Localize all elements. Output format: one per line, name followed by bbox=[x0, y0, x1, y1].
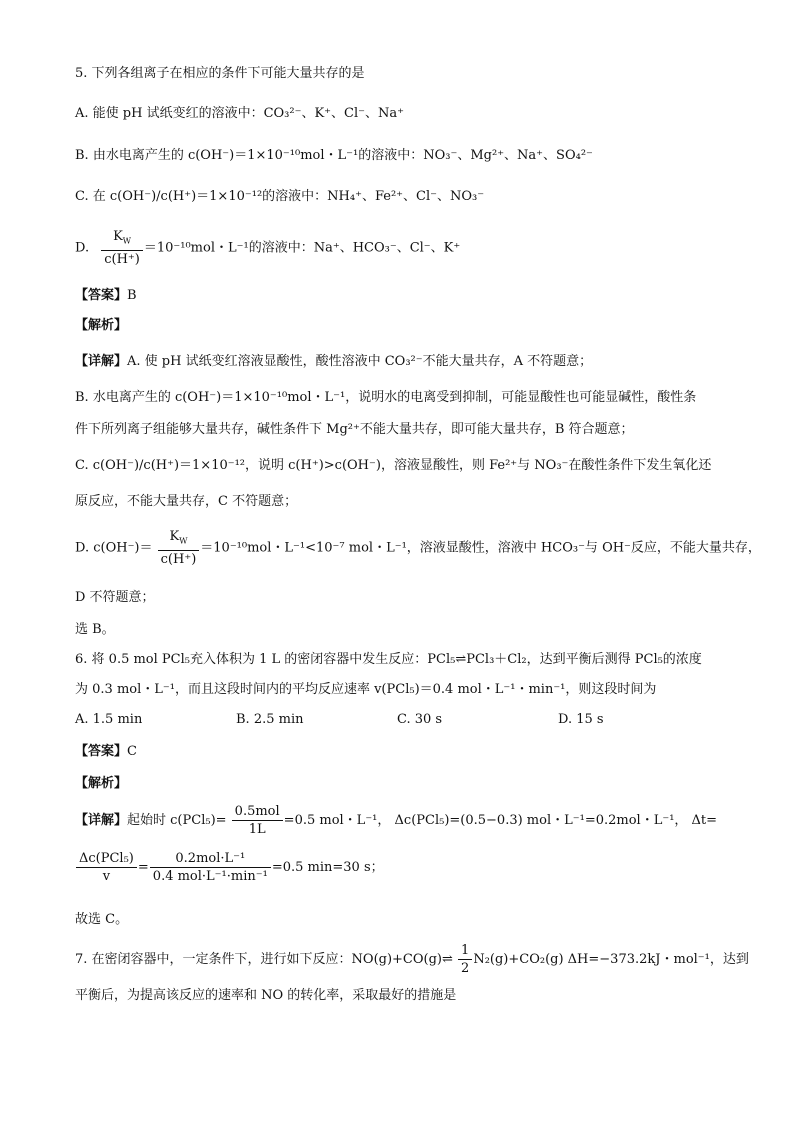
q7-stem-a-prefix: 7. 在密闭容器中，一定条件下，进行如下反应：NO(g)+CO(g)⇌ bbox=[75, 952, 453, 967]
q7-fraction bbox=[458, 942, 472, 977]
q5-stem: 5. 下列各组离子在相应的条件下可能大量共存的是 bbox=[75, 66, 365, 81]
q6-option-b: B. 2.5 min bbox=[236, 712, 304, 727]
q6-option-c: C. 30 s bbox=[397, 712, 443, 727]
q5-option-a: A. 能使 pH 试纸变红的溶液中：CO₃²⁻、K⁺、Cl⁻、Na⁺ bbox=[75, 106, 404, 121]
q5-d-frac-num: K bbox=[113, 229, 123, 244]
q5-choose: 选 B。 bbox=[75, 622, 115, 637]
q7-frac-den: 2 bbox=[461, 961, 470, 976]
q5-option-d bbox=[75, 228, 754, 268]
q5-option-b: B. 由水电离产生的 c(OH⁻)＝1×10⁻¹⁰mol・L⁻¹的溶液中：NO₃⁻、Mg²⁺、Na⁺、SO₄²⁻ bbox=[75, 148, 593, 163]
answer-tag: 【答案】 bbox=[75, 288, 128, 303]
q6-detail-1 bbox=[75, 803, 754, 839]
q5-option-d-fraction bbox=[101, 228, 143, 268]
q5-detail-2a: B. 水电离产生的 c(OH⁻)＝1×10⁻¹⁰mol・L⁻¹，说明水的电离受到抑制，可能显酸性也可能显碱性，酸性条 bbox=[75, 390, 697, 405]
q5-option-d-rest: ＝10⁻¹⁰mol・L⁻¹的溶液中：Na⁺、HCO₃⁻、Cl⁻、K⁺ bbox=[143, 240, 461, 256]
q6-detail-1-fraction bbox=[232, 803, 283, 838]
q7-stem-a-rest: N₂(g)+CO₂(g) ΔH=−373.2kJ・mol⁻¹，达到 bbox=[473, 952, 749, 967]
answer-value: B bbox=[127, 288, 137, 303]
q5-detail-3a: C. c(OH⁻)/c(H⁺)＝1×10⁻¹²，说明 c(H⁺)>c(OH⁻)，溶液显酸性，则 Fe²⁺与 NO₃⁻在酸性条件下发生氧化还 bbox=[75, 458, 712, 473]
q6-detail-2-fraction-b bbox=[150, 850, 271, 885]
answer-tag: 【答案】 bbox=[75, 744, 128, 759]
q5-d-frac-num-sub: W bbox=[122, 236, 132, 246]
q5-d-frac-den: c(H⁺) bbox=[104, 251, 140, 267]
q6-e2-den-a: v bbox=[102, 869, 111, 884]
q6-detail-1-rest: =0.5 mol・L⁻¹， Δc(PCl₅)=(0.5−0.3) mol・L⁻¹=0.2mol・L⁻¹， Δt= bbox=[283, 813, 718, 828]
q5-option-c: C. 在 c(OH⁻)/c(H⁺)＝1×10⁻¹²的溶液中：NH₄⁺、Fe²⁺、Cl⁻、NO₃⁻ bbox=[75, 189, 485, 204]
q6-answer bbox=[75, 742, 754, 762]
q6-choose: 故选 C。 bbox=[75, 912, 129, 927]
q5-d4-frac-num-sub: W bbox=[179, 536, 188, 546]
q6-e2-den-b: 0.4 mol·L⁻¹·min⁻¹ bbox=[152, 869, 268, 884]
q6-stem-a: 6. 将 0.5 mol PCl₅充入体积为 1 L 的密闭容器中发生反应：PCl₅⇌PCl₃＋Cl₂，达到平衡后测得 PCl₅的浓度 bbox=[75, 652, 702, 667]
q7-stem-a bbox=[75, 942, 754, 978]
q6-detail-2-rest: =0.5 min=30 s； bbox=[271, 860, 384, 875]
q6-detail-2: $\frac{\text{Δc(PCl₅)}}{v}$ = $\frac{\text{0.2mol·L⁻¹}}{\text{0.4 mol·L⁻¹·min⁻¹}}$ =0.5 min=30 s； bbox=[75, 850, 754, 886]
q5-detail-4b: D 不符题意； bbox=[75, 590, 155, 605]
q5-detail-4-rest: ＝10⁻¹⁰mol・L⁻¹<10⁻⁷ mol・L⁻¹，溶液显酸性，溶液中 HCO₃⁻与 OH⁻反应，不能大量共存， bbox=[200, 540, 761, 556]
answer-value: C bbox=[127, 744, 137, 759]
q6-option-a: A. 1.5 min bbox=[75, 712, 143, 727]
q5-detail-4-fraction bbox=[158, 528, 200, 568]
q5-detail-2b: 件下所列离子组能够大量共存，碱性条件下 Mg²⁺不能大量共存，即可能大量共存，B 符合题意； bbox=[75, 422, 634, 437]
q6-e1-den: 1L bbox=[248, 822, 266, 837]
q6-e2-num-a: Δc(PCl₅) bbox=[76, 850, 137, 868]
q5-option-d-prefix: D. bbox=[75, 240, 90, 256]
q5-detail-1-text: A. 使 pH 试纸变红溶液显酸性，酸性溶液中 CO₃²⁻不能大量共存，A 不符题意； bbox=[127, 354, 593, 369]
q6-option-d: D. 15 s bbox=[558, 712, 604, 727]
q5-detail-1 bbox=[75, 352, 754, 372]
detail-tag: 【详解】 bbox=[75, 354, 128, 369]
q6-stem-b: 为 0.3 mol・L⁻¹，而且这段时间内的平均反应速率 v(PCl₅)＝0.4 mol・L⁻¹・min⁻¹，则这段时间为 bbox=[75, 682, 657, 697]
q7-frac-num: 1 bbox=[458, 942, 472, 960]
q5-d4-frac-den: c(H⁺) bbox=[160, 551, 197, 567]
q6-e1-num: 0.5mol bbox=[232, 803, 283, 821]
q5-d4-frac-num: K bbox=[169, 529, 180, 544]
q6-analysis-tag: 【解析】 bbox=[75, 776, 128, 791]
q5-detail-4-prefix: D. c(OH⁻)＝ bbox=[75, 540, 153, 556]
detail-tag: 【详解】 bbox=[75, 813, 128, 828]
q7-stem-b: 平衡后，为提高该反应的速率和 NO 的转化率，采取最好的措施是 bbox=[75, 988, 457, 1003]
q5-detail-4 bbox=[75, 528, 761, 568]
q5-detail-3b: 原反应，不能大量共存，C 不符题意； bbox=[75, 494, 298, 509]
q6-detail-2-fraction-a bbox=[76, 850, 137, 885]
q5-answer bbox=[75, 286, 754, 306]
q5-analysis-tag: 【解析】 bbox=[75, 318, 128, 333]
q6-detail-1-prefix: 起始时 c(PCl₅)= bbox=[127, 813, 227, 828]
q6-e2-num-b: 0.2mol·L⁻¹ bbox=[150, 850, 271, 868]
